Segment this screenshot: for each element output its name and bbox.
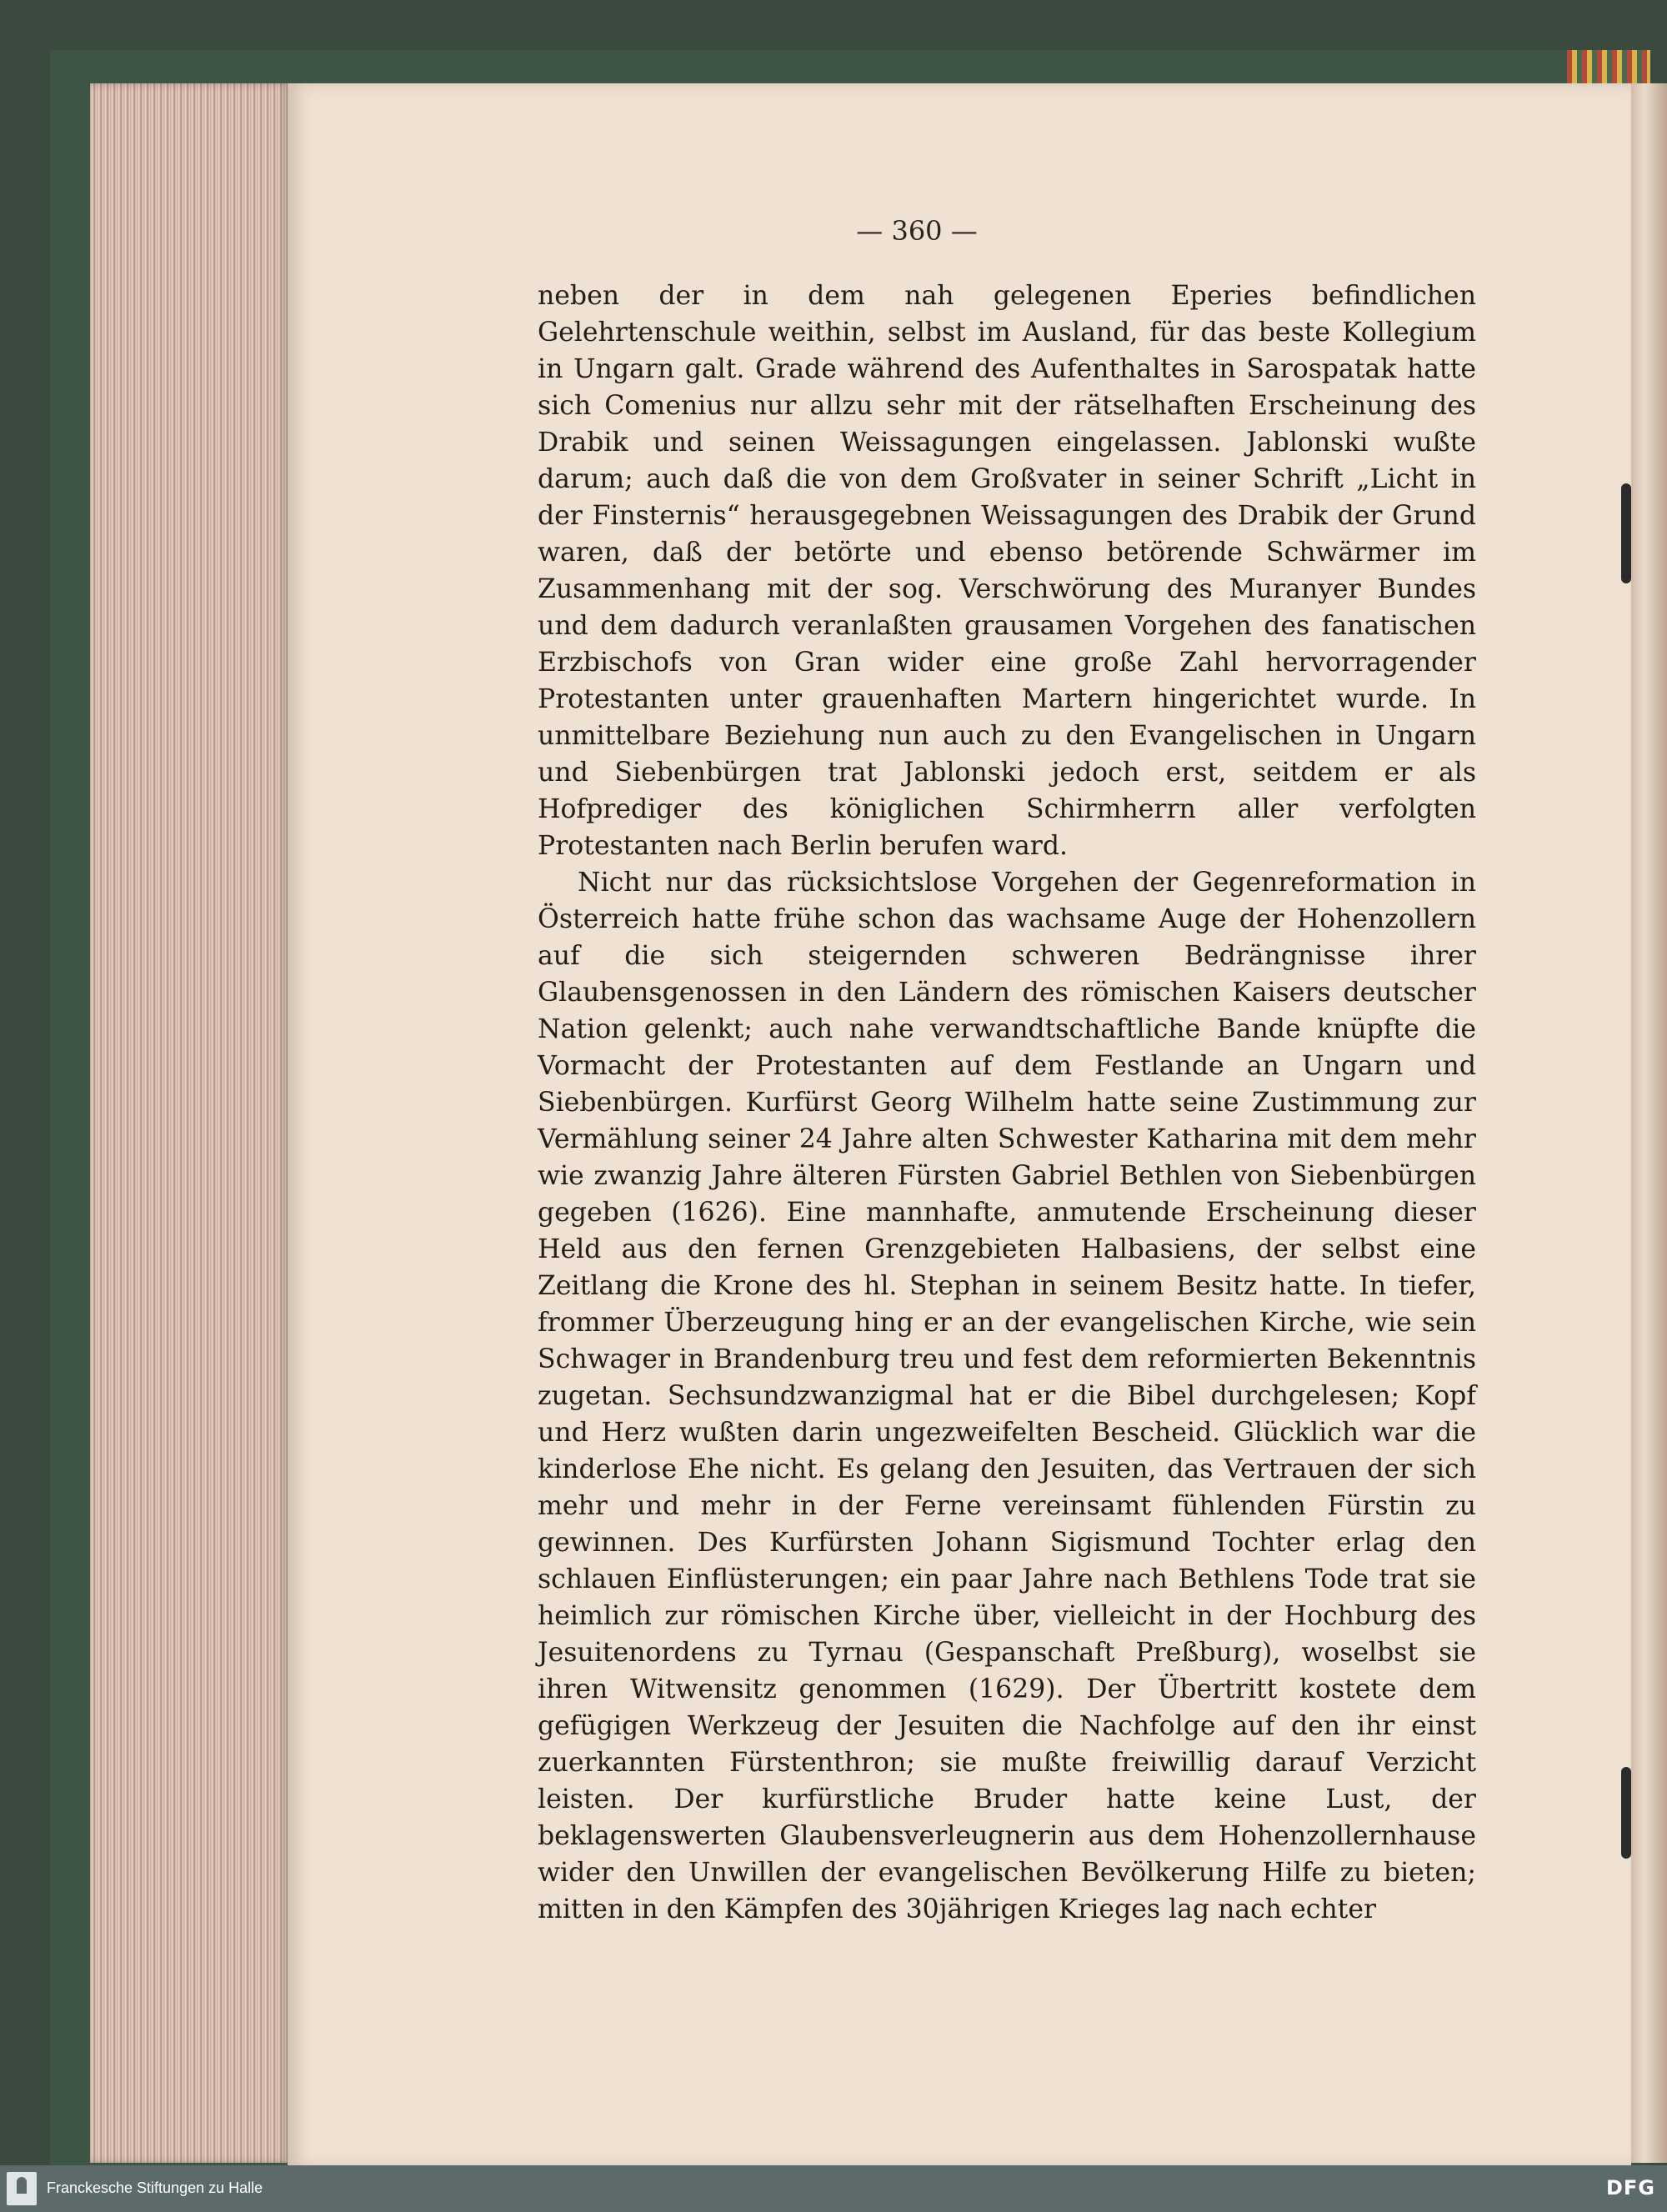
body-text bbox=[538, 278, 1476, 1928]
facing-page-edge bbox=[1629, 83, 1667, 2163]
bookmark-tab bbox=[1621, 483, 1631, 583]
bookmark-tab bbox=[1621, 1767, 1631, 1859]
institution-name[interactable]: Franckesche Stiftungen zu Halle bbox=[47, 2179, 263, 2196]
page-number: — 360 — bbox=[856, 215, 978, 247]
footer-bar bbox=[0, 2165, 1667, 2212]
page-edges bbox=[90, 83, 290, 2163]
paragraph: Nicht nur das rücksichtslose Vorgehen der Gegenreformation in Österreich hatte frühe schon das wachsame Auge der Hohenzollern auf die sich steigernden schweren Bedrängnisse ihrer Glaubensgenossen in den Ländern des römischen Kaisers deutscher Nation gelenkt; auch nahe verwandtschaftliche Bande knüpfte die Vormacht der Protestanten auf dem Festlande an Ungarn und Siebenbürgen. Kurfürst Georg Wilhelm hatte seine Zustimmung zur Vermählung seiner 24 Jahre alten Schwester Katharina mit dem mehr wie zwanzig Jahre älteren Fürsten Gabriel Bethlen von Siebenbürgen gegeben (1626). Eine mannhafte, anmutende Erscheinung dieser Held aus den fernen Grenzgebieten Halbasiens, der selbst eine Zeitlang die Krone des hl. Stephan in seinem Besitz hatte. In tiefer, frommer Überzeugung hing er an der evangelischen Kirche, wie sein Schwager in Brandenburg treu und fest dem reformierten Bekenntnis zugetan. Sechsundzwanzigmal hat er die Bibel durchgelesen; Kopf und Herz wußten darin ungezweifelten Bescheid. Glücklich war die kinderlose Ehe nicht. Es gelang den Jesuiten, das Vertrauen der sich mehr und mehr in der Ferne vereinsamt fühlenden Fürstin zu gewinnen. Des Kurfürsten Johann Sigismund Tochter erlag den schlauen Einflüsterungen; ein paar Jahre nach Bethlens Tode trat sie heimlich zur römischen Kirche über, vielleicht in der Hochburg des Jesuitenordens zu Tyrnau (Gespanschaft Preßburg), woselbst sie ihren Witwensitz genommen (1629). Der Übertritt kostete dem gefügigen Werkzeug der Jesuiten die Nachfolge auf den ihr einst zuerkannten Fürstenthron; sie mußte freiwillig darauf Verzicht leisten. Der kurfürstliche Bruder hatte keine Lust, der beklagenswerten Glaubensverleugnerin aus dem Hohenzollernhause wider den Unwillen der evangelischen Bevölkerung Hilfe zu bieten; mitten in den Kämpfen des 30jährigen Krieges lag nach echter bbox=[538, 868, 1476, 1924]
headband bbox=[1567, 50, 1650, 83]
institution-logo-icon bbox=[7, 2172, 37, 2205]
dfg-logo[interactable]: DFG bbox=[1605, 2176, 1655, 2199]
paragraph: neben der in dem nah gelegenen Eperies befindlichen Gelehrtenschule weithin, selbst im Ausland, für das beste Kollegium in Ungarn galt. Grade während des Aufenthaltes in Sarospatak hatte sich Comenius nur allzu sehr mit der rätselhaften Erscheinung des Drabik und seinen Weissagungen eingelassen. Jablonski wußte darum; auch daß die von dem Großvater in seiner Schrift „Licht in der Finsternis“ herausgegebnen Weissagungen des Drabik der Grund waren, daß der betörte und ebenso betörende Schwärmer im Zusammenhang mit der sog. Verschwörung des Muranyer Bundes und dem dadurch veranlaßten grausamen Vorgehen des fanatischen Erzbischofs von Gran wider eine große Zahl hervorragender Protestanten unter grauenhaften Martern hingerichtet wurde. In unmittelbare Beziehung nun auch zu den Evangelischen in Ungarn und Siebenbürgen trat Jablonski jedoch erst, seitdem er als Hofprediger des königlichen Schirmherrn aller verfolgten Protestanten nach Berlin berufen ward. bbox=[538, 281, 1476, 861]
